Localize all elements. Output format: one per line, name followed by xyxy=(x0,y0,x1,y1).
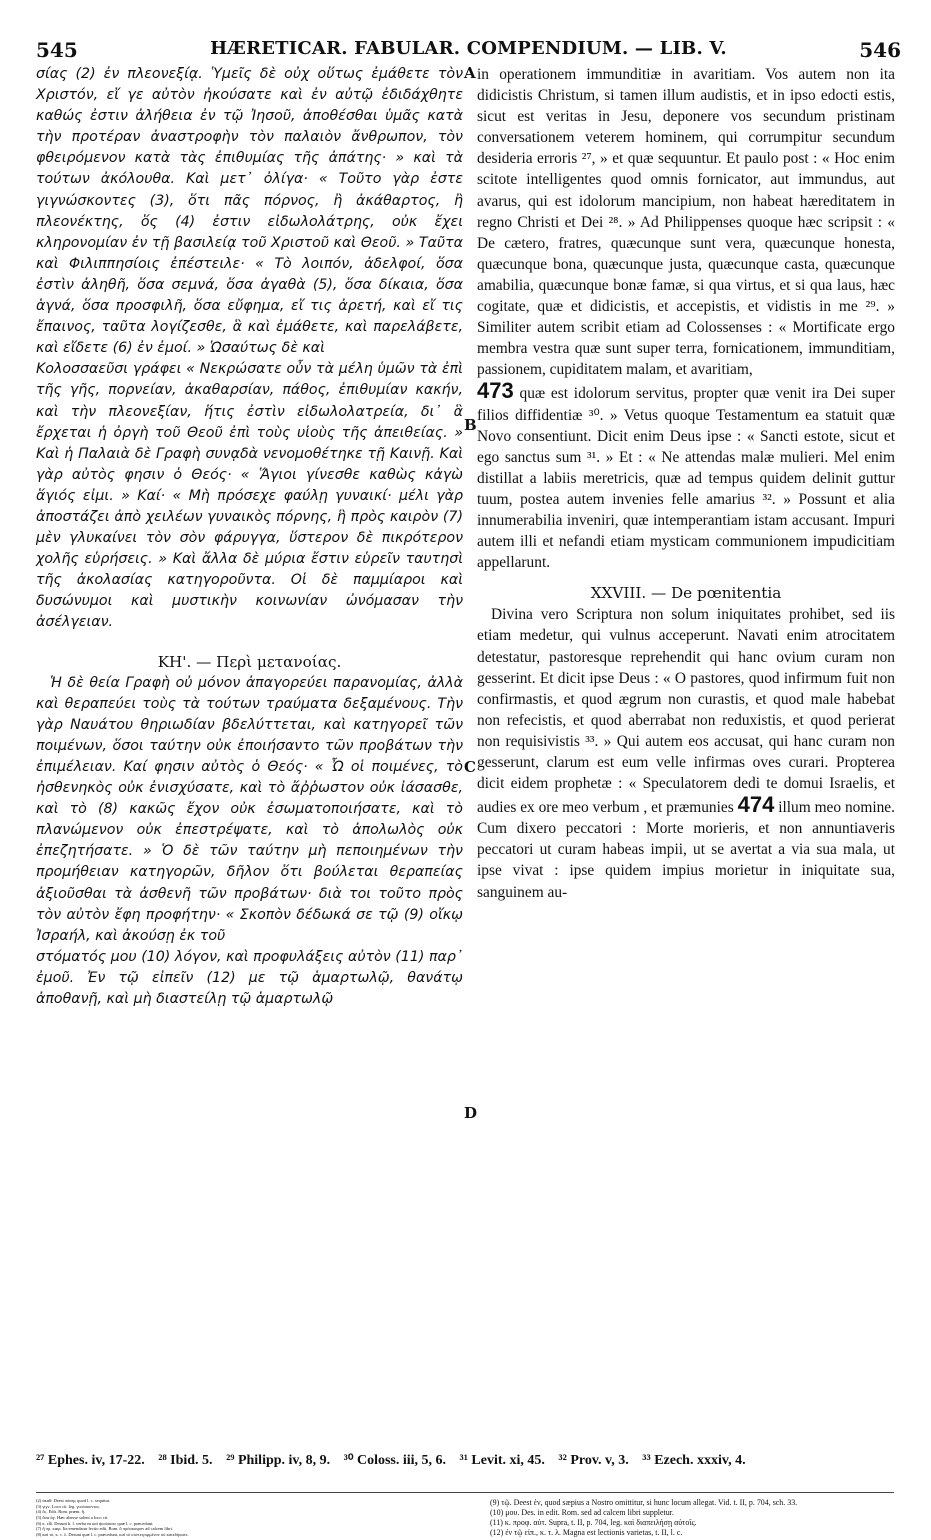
latin-paragraph-1b: quæ est idolorum servitus, propter quæ venit ira Dei super filios diffidentiæ ³⁰. » Vetus quoque Testamentum ea statuit quæ Novo consentiunt. Dicit enim Deus ipse : « Sancti estote, sicut et ego sanctus sum ³¹. » Et : « Ne attendas malæ mulieri. Mel enim distillat a labiis meretricis, quæ ad tempus quidem delinit guttur tuum, postea autem invenies felle amarius ³². » Possunt et alia innumerabilia inveniri, quæ intemperantiam istam accusant. Impuri autem illi et nefandi etiam mysticam communionem impudicitiam appellarunt. xyxy=(477,385,895,572)
scripture-references xyxy=(36,1452,894,1469)
critical-note: (6) κ. εἶδ. Desunt h. l. verba ea καὶ ἠκούσατε quæ l. c. præcedunt. xyxy=(36,1520,154,1526)
latin-column xyxy=(477,64,895,903)
scripture-ref: ³¹ Levit. xi, 45. xyxy=(459,1453,545,1468)
critical-note: (10) μου. Des. in edit. Rom. sed ad calcem libri suppletur. xyxy=(490,1508,674,1517)
latin-chapter-title: XXVIII. — De pœnitentia xyxy=(590,584,782,603)
scripture-ref: ²⁸ Ibid. 5. xyxy=(158,1453,213,1468)
scripture-ref: ³² Prov. v, 3. xyxy=(558,1453,629,1468)
scripture-ref: ²⁹ Philipp. iv, 8, 9. xyxy=(226,1453,331,1468)
notes-divider xyxy=(36,1492,894,1493)
margin-mark-a: A xyxy=(464,64,476,82)
page-header xyxy=(36,38,901,64)
margin-mark-c: C xyxy=(464,758,476,776)
greek-paragraph-2b: στόματός μου (10) λόγον, καὶ προφυλάξεις αὐτὸν (11) παρ᾽ ἐμοῦ. Ἐν τῷ εἰπεῖν (12) με τῷ ἁμαρτωλῷ, θανάτῳ ἀποθανῇ, καὶ μὴ διαστείλῃ τῷ ἁμαρτωλῷ xyxy=(36,948,463,1008)
greek-paragraph-2a: Ἡ δὲ θεία Γραφὴ οὐ μόνον ἀπαγορεύει παρανομίας, ἀλλὰ καὶ θεραπεύει τοὺς τὰ τούτων τραύματα δεξαμένους. Τὴν γὰρ Ναυάτου θηριωδίαν βδελύττεται, καὶ κατηγορεῖ τῶν ποιμένων, ὅσοι ταύτην οὐκ ἐποιήσαντο τῶν προβάτων τὴν ἐπιμέλειαν. Καί φησιν αὐτὸς ὁ Θεός· « Ὦ οἱ ποιμένες, τὸ ἠσθενηκὸς οὐκ ἐνισχύσατε, καὶ τὸ ἄῤῥωστον οὐκ ἰάσασθε, καὶ τὸ (8) κακῶς ἔχον οὐκ ἐσωματοποιήσατε, καὶ τὸ πλανώμενον οὐκ ἐπεστρέψατε, καὶ τὸ ἀπολωλὸς οὐκ ἐπεζητήσατε. » Ὁ δὲ τῶν ταύτην μὴ πεποιημένων τὴν προμήθειαν κατηγορῶν, δῆλον ὅτι βούλεται θεραπείας ἀξιοῦσθαι τὰ ἀσθενῆ τῶν προβάτων· διὰ τοι τοῦτο πρὸς τὸν αὐτὸν ἔφη προφήτην· « Σκοπὸν δέδωκά σε τῷ (9) οἴκῳ Ἰσραήλ, καὶ ἀκούσῃ ἐκ τοῦ xyxy=(36,674,463,944)
latin-paragraph-2b: illum meo nomine. Cum dixero peccatori : Morte morieris, et non annuntiaveris peccatori ut curam habeas impii, ut se avertat a via sua mala, ut ipse vivat : ipse quidem impius morietur in iniquitate sua, sanguinem au- xyxy=(477,799,895,901)
column-number-474: 474 xyxy=(737,792,775,818)
running-title: HÆRETICAR. FABULAR. COMPENDIUM. — LIB. V. xyxy=(210,38,727,59)
critical-note: (2) ἀκαθ. Deest πάσης quod l. c. sequitur. xyxy=(36,1498,111,1503)
critical-note: (4) ὅς. Edit. Rom. præm. ἤ. xyxy=(36,1509,86,1515)
scripture-ref: ³³ Ezech. xxxiv, 4. xyxy=(642,1453,746,1468)
critical-note: (12) ἐν τῷ εἰπ., κ. τ. λ. Magna est lectionis varietas, t. II, l. c. xyxy=(490,1528,683,1537)
critical-note: (3) γιγν. Loco cit. leg. γινώσκοντος. xyxy=(36,1503,101,1509)
scripture-ref: ³⁰ Coloss. iii, 5, 6. xyxy=(343,1453,447,1468)
page-number-right: 546 xyxy=(859,38,901,62)
greek-chapter-title: ΚΗ'. — Περὶ μετανοίας. xyxy=(157,652,342,671)
margin-mark-d: D xyxy=(464,1104,478,1122)
critical-note: (7) ἢ πρ. καιρ. Ita emendatur lectio edit. Rom. ὃ πρόσκαιρον ad calcem libri. xyxy=(36,1526,173,1532)
latin-paragraph-1a: in operationem immunditiæ in avaritiam. Vos autem non ita didicistis Christum, si tamen illum audistis, et in ipso edocti estis, sicut est veritas in Jesu, deponere vos secundum pristinam conversationem veterem hominem, qui corrumpitur secundum desideria erroris ²⁷, » et quæ sequuntur. Et paulo post : « Hoc enim scitote intelligentes quod omnis fornicator, aut immundus, aut avarus, qui est idolorum mancipium, non habeat hæreditatem in regno Christi et Dei ²⁸. » Ad Philippenses quoque hæc scripsit : « De cætero, fratres, quæcunque sunt vera, quæcunque honesta, quæcunque bona, quæcunque justa, quæcunque casta, quæcunque amabilia, quæcunque bonæ famæ, si qua virtus, et si qua laus, hæc cogitate, quæ et didicistis, et accepistis, et vidistis in me ²⁹. » Similiter autem scribit etiam ad Colossenses : « Mortificate ergo membra vestra quæ sunt super terra, fornicationem, immunditiam, passionem, cupiditatem malam, et avaritiam, xyxy=(477,66,895,379)
critical-note: (9) τῷ. Deest ἐν, quod sæpius a Nostro omittitur, si hunc locum allegat. Vid. t. II, p. 704, sch. 33. xyxy=(490,1498,798,1507)
critical-notes-left xyxy=(36,1498,456,1537)
page-number-left: 545 xyxy=(36,38,78,62)
margin-mark-b: B xyxy=(464,416,477,434)
scripture-ref: ²⁷ Ephes. iv, 17-22. xyxy=(36,1453,145,1468)
critical-notes-right xyxy=(490,1498,890,1538)
critical-note: (11) κ. προφ. αὐτ. Supra, t. II, p. 704, leg. καὶ διαπειλήσῃ αὐτοῖς. xyxy=(490,1518,697,1527)
greek-paragraph-1a: σίας (2) ἐν πλεονεξίᾳ. Ὑμεῖς δὲ οὐχ οὕτως ἐμάθετε τὸν Χριστόν, εἴ γε αὐτὸν ἠκούσατε καὶ ἐν αὐτῷ ἐδιδάχθητε καθώς ἐστιν ἀλήθεια ἐν τῷ Ἰησοῦ, ἀποθέσθαι ὑμᾶς κατὰ τὴν προτέραν ἀναστροφὴν τὸν παλαιὸν ἄνθρωπον, τὸν φθειρόμενον κατὰ τὰς ἐπιθυμίας τῆς ἀπάτης· » καὶ τὰ τούτων ἀκόλουθα. Καὶ μετ᾽ ὀλίγα· « Τοῦτο γὰρ ἐστε γιγνώσκοντες (3), ὅτι πᾶς πόρνος, ἢ ἀκάθαρτος, ἢ πλεονέκτης, ὅς (4) ἐστιν εἰδωλολάτρης, οὐκ ἔχει κληρονομίαν ἐν τῇ βασιλείᾳ τοῦ Χριστοῦ καὶ Θεοῦ. » Ταῦτα καὶ Φιλιππησίοις ἐπέστειλε· « Τὸ λοιπόν, ἀδελφοί, ὅσα ἐστὶν ἀληθῆ, ὅσα σεμνά, ὅσα ἀγαθὰ (5), ὅσα δίκαια, ὅσα ἁγνά, ὅσα προσφιλῆ, ὅσα εὔφημα, εἴ τις ἀρετή, καὶ εἴ τις ἔπαινος, ταῦτα λογίζεσθε, ἃ καὶ ἐμάθετε, καὶ παρελάβετε, καὶ εἴδετε (6) ἐν ἐμοί. » Ὡσαύτως δὲ καὶ xyxy=(36,66,463,357)
critical-note: (8) καὶ τὸ, κ. τ. λ. Desunt quæ l. c. præcedunt, καὶ τὸ συντετριμμένον οὐ κατεδήσατε. xyxy=(36,1531,189,1537)
latin-paragraph-2a: Divina vero Scriptura non solum iniquitates prohibet, sed iis etiam medetur, qui vulnus acceperunt. Navati enim atrocitatem detestatur, pastoresque reprehendit qui hanc ovium curam non gesserint. Et dicit ipse Deus : « O pastores, quod infirmum fuit non confirmastis, et quod ægrum non curastis, et quod male habebat non refecistis, et quod aberrabat non reduxistis, et quod perierat non requisivistis ³³. » Qui autem eos accusat, qui hanc curam non gesserunt, clarum est eum velle infirmas oves curari. Propterea dicit eidem prophetæ : « Speculatorem dedi te domui Israelis, et audies ex ore meo verbum , et præmunies xyxy=(477,606,895,817)
greek-column xyxy=(36,64,463,1010)
critical-note: (5) ὅσα ἀγ. Hæc abesse solent a loco cit. xyxy=(36,1514,109,1520)
greek-paragraph-1b: Κολοσσαεῦσι γράφει « Νεκρώσατε οὖν τὰ μέλη ὑμῶν τὰ ἐπὶ τῆς γῆς, πορνείαν, ἀκαθαρσίαν, πάθος, ἐπιθυμίαν κακήν, καὶ τὴν πλεονεξίαν, ἥτις ἐστὶν εἰδωλολατρεία, δι᾽ ἃ ἔρχεται ἡ ὀργὴ τοῦ Θεοῦ ἐπὶ τοὺς υἱοὺς τῆς ἀπειθείας. » Καὶ ἡ Παλαιὰ δὲ Γραφὴ συνᾳδὰ νενομοθέτηκε τῇ Καινῇ. Καὶ γὰρ αὐτὸς φησιν ὁ Θεός· « Ἅγιοι γίνεσθε καθὼς κἀγὼ ἅγιός εἰμι. » Καί· « Μὴ πρόσεχε φαύλῃ γυναικί· μέλι γὰρ ἀποστάζει ἀπὸ χειλέων γυναικὸς πόρνης, ἣ πρὸς καιρὸν (7) μὲν γλυκαίνει τὸν σὸν φάρυγγα, ὕστερον δὲ πικρότερον χολῆς εὑρήσεις. » Καὶ ἄλλα δὲ μύρια ἔστιν εὑρεῖν ταυτησὶ τῆς ἀκολασίας κατηγοροῦντα. Οἱ δὲ παμμίαροι καὶ δυσώνυμοι καὶ μυστικὴν κοινωνίαν ὠνόμασαν τὴν ἀσέλγειαν. xyxy=(36,361,463,631)
column-number-473: 473 xyxy=(477,378,514,404)
